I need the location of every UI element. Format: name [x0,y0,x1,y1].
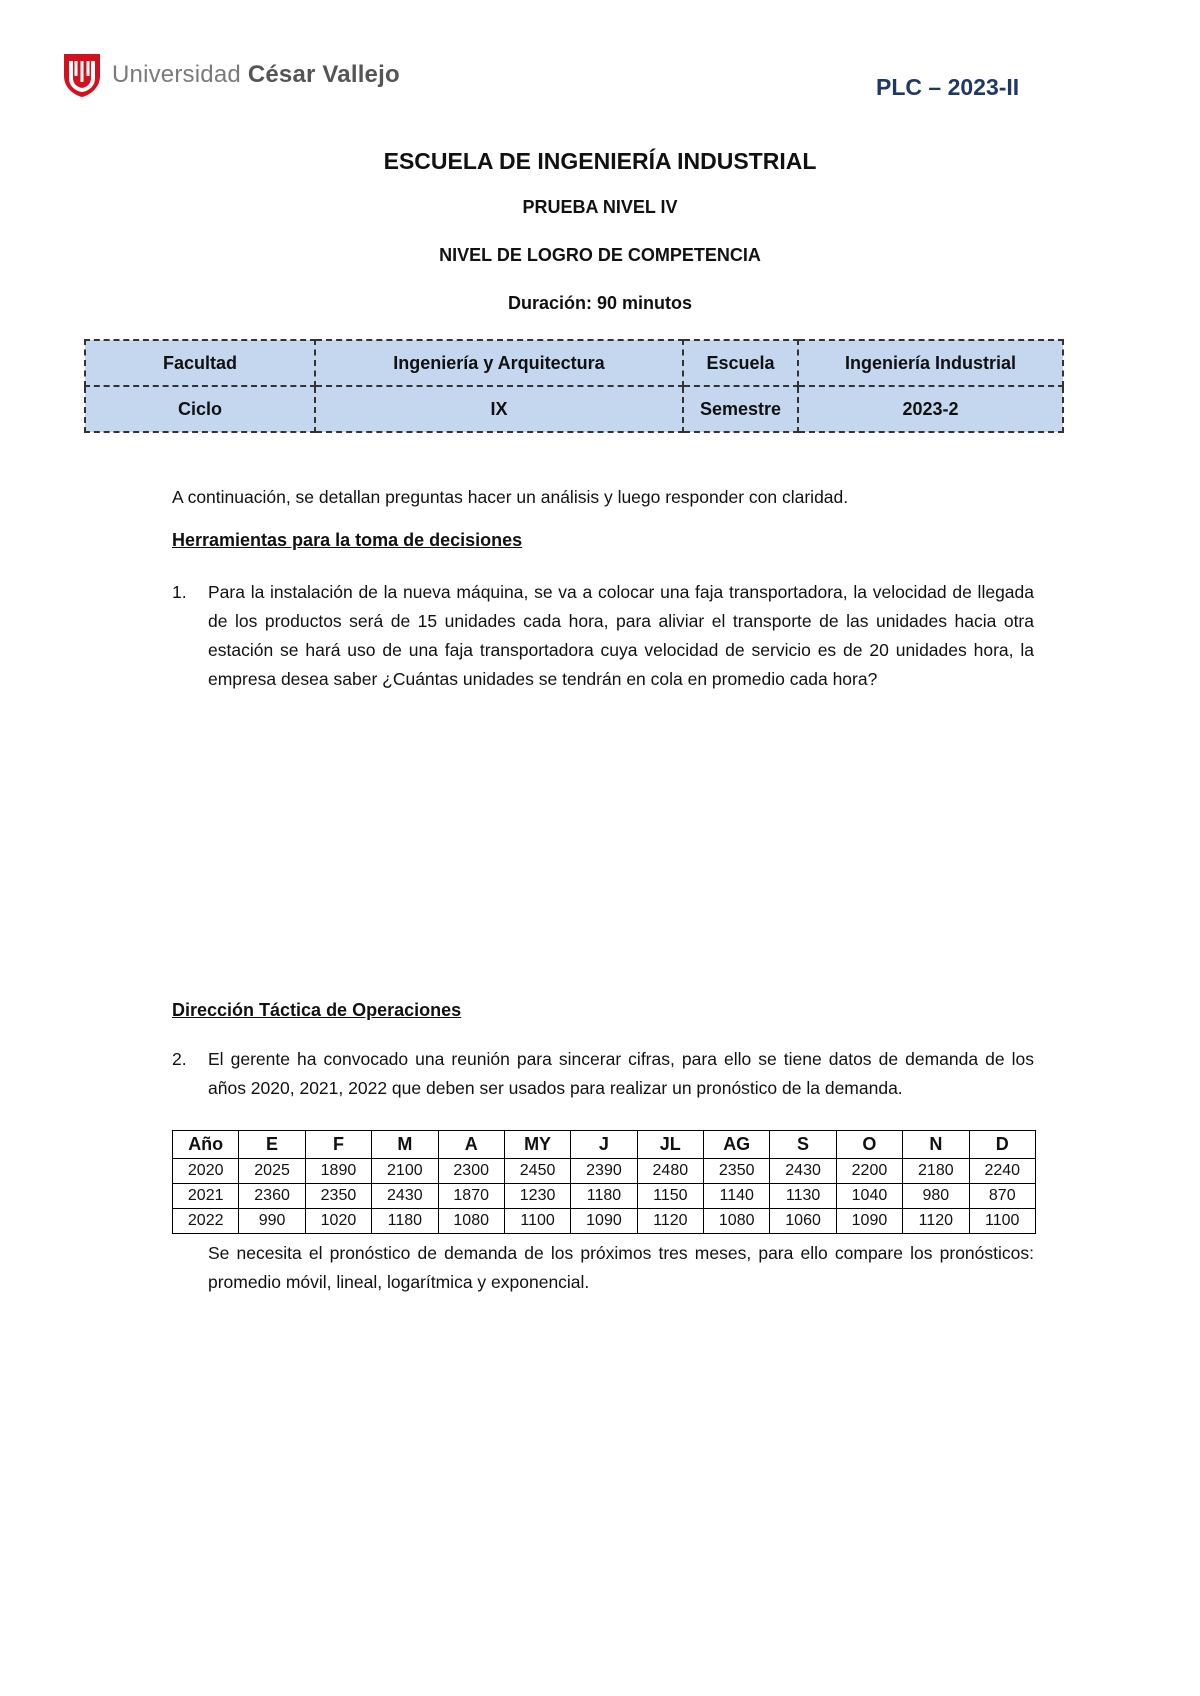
demand-header-cell: S [770,1131,836,1159]
document-code: PLC – 2023-II [876,74,1020,100]
demand-header-cell: Año [173,1131,239,1159]
demand-cell: 1120 [637,1209,703,1234]
question-1-text: Para la instalación de la nueva máquina, se va a colocar una faja transportadora, la velocidad de llegada de los productos será de 15 unidades cada hora, para aliviar el transporte de las unidades hacia otra estación se hará uso de una faja transportadora cuya velocidad de servicio es de 20 unidades hora, la empresa desea saber ¿Cuántas unidades se tendrán en cola en promedio cada hora? [208,582,1034,689]
demand-cell: 2020 [173,1159,239,1184]
demand-cell: 2430 [372,1184,438,1209]
school-title: ESCUELA DE INGENIERÍA INDUSTRIAL [383,148,817,174]
demand-cell: 1890 [305,1159,371,1184]
demand-cell: 1020 [305,1209,371,1234]
question-1-number: 1. [172,582,187,602]
intro-text: A continuación, se detallan preguntas hacer un análisis y luego responder con claridad. [172,487,849,507]
demand-cell: 1130 [770,1184,836,1209]
facultad-label: Facultad [85,340,315,386]
demand-cell: 1080 [704,1209,770,1234]
info-row-2 [85,386,1063,432]
semestre-label: Semestre [683,386,798,432]
demand-cell: 2100 [372,1159,438,1184]
university-name-regular: Universidad [112,61,241,88]
demand-cell: 980 [903,1184,969,1209]
demand-cell: 1100 [504,1209,570,1234]
ciclo-label: Ciclo [85,386,315,432]
demand-cell: 2022 [173,1209,239,1234]
demand-header-cell: JL [637,1131,703,1159]
level-title: NIVEL DE LOGRO DE COMPETENCIA [439,245,761,265]
escuela-value: Ingeniería Industrial [798,340,1063,386]
demand-cell: 990 [239,1209,305,1234]
question-2 [172,1045,1034,1103]
demand-cell: 1180 [372,1209,438,1234]
demand-cell: 1150 [637,1184,703,1209]
demand-cell: 870 [969,1184,1036,1209]
demand-header-cell: AG [704,1131,770,1159]
university-logo [62,52,400,98]
facultad-value: Ingeniería y Arquitectura [315,340,683,386]
demand-cell: 1120 [903,1209,969,1234]
section-heading-decisions: Herramientas para la toma de decisiones [172,530,523,550]
university-name [112,61,400,89]
ciclo-value: IX [315,386,683,432]
demand-cell: 2180 [903,1159,969,1184]
forecast-instruction: Se necesita el pronóstico de demanda de los próximos tres meses, para ello compare los pronósticos: promedio móvil, lineal, logarítmica y exponencial. [208,1243,1034,1292]
info-row-1 [85,340,1063,386]
demand-cell: 2300 [438,1159,504,1184]
demand-cell: 1040 [836,1184,902,1209]
demand-row-2021 [173,1184,1036,1209]
demand-cell: 2021 [173,1184,239,1209]
section-heading-operations: Dirección Táctica de Operaciones [172,1000,462,1020]
ucv-shield-icon [62,52,102,98]
question-2-text: El gerente ha convocado una reunión para sincerar cifras, para ello se tiene datos de demanda de los años 2020, 2021, 2022 que deben ser usados para realizar un pronóstico de la demanda. [208,1049,1034,1098]
demand-cell: 2450 [504,1159,570,1184]
demand-header-cell: MY [504,1131,570,1159]
demand-cell: 2430 [770,1159,836,1184]
demand-row-2020 [173,1159,1036,1184]
escuela-label: Escuela [683,340,798,386]
demand-cell: 2350 [305,1184,371,1209]
demand-cell: 1140 [704,1184,770,1209]
demand-cell: 2350 [704,1159,770,1184]
demand-cell: 1100 [969,1209,1036,1234]
question-2-number: 2. [172,1049,187,1069]
demand-header-cell: D [969,1131,1036,1159]
demand-cell: 2360 [239,1184,305,1209]
demand-cell: 2240 [969,1159,1036,1184]
course-info-table [84,339,1064,433]
demand-row-2022 [173,1209,1036,1234]
university-name-bold: César Vallejo [247,61,400,88]
question-1 [172,578,1034,694]
demand-cell: 2200 [836,1159,902,1184]
demand-cell: 2390 [571,1159,637,1184]
demand-cell: 1180 [571,1184,637,1209]
semestre-value: 2023-2 [798,386,1063,432]
demand-header-cell: A [438,1131,504,1159]
demand-header-cell: J [571,1131,637,1159]
demand-header-cell: M [372,1131,438,1159]
demand-cell: 2480 [637,1159,703,1184]
demand-cell: 1870 [438,1184,504,1209]
demand-cell: 1090 [571,1209,637,1234]
demand-cell: 1060 [770,1209,836,1234]
demand-table [172,1130,1036,1234]
demand-cell: 1080 [438,1209,504,1234]
demand-header-cell: N [903,1131,969,1159]
demand-header-cell: O [836,1131,902,1159]
demand-cell: 2025 [239,1159,305,1184]
demand-header-cell: E [239,1131,305,1159]
duration-text: Duración: 90 minutos [507,293,693,313]
demand-header-row [173,1131,1036,1159]
test-title: PRUEBA NIVEL IV [522,197,678,217]
demand-cell: 1230 [504,1184,570,1209]
demand-header-cell: F [305,1131,371,1159]
demand-cell: 1090 [836,1209,902,1234]
